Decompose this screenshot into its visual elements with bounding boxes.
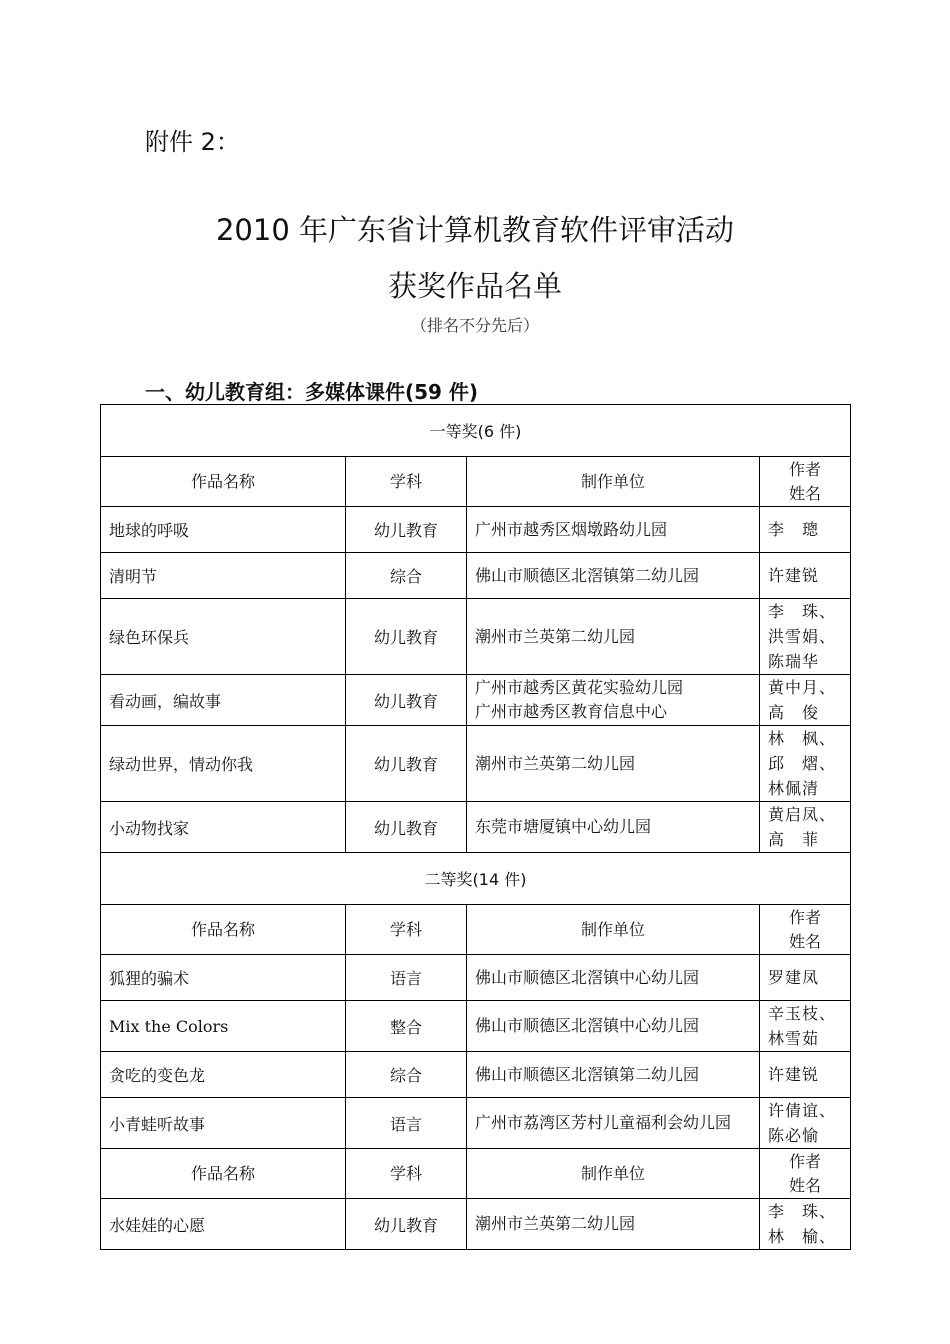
cell-author: 李 珠、 林 榆、 [760, 1199, 851, 1250]
cell-author: 黄启凤、 高 菲 [760, 802, 851, 853]
cell-unit: 佛山市顺德区北滘镇第二幼儿园 [467, 1052, 760, 1098]
awards-table [100, 404, 851, 1250]
col-header-unit: 制作单位 [467, 1149, 760, 1199]
second-prize-row [101, 853, 851, 905]
cell-unit: 东莞市塘厦镇中心幼儿园 [467, 802, 760, 853]
cell-subject: 语言 [346, 955, 467, 1001]
col-header-unit: 制作单位 [467, 457, 760, 507]
col-header-author: 作者 姓名 [760, 1149, 851, 1199]
cell-author: 许倩谊、 陈必愉 [760, 1098, 851, 1149]
table-header-row [101, 1149, 851, 1199]
table-row [101, 726, 851, 802]
cell-author: 黄中月、 高 俊 [760, 675, 851, 726]
cell-author: 许建锐 [760, 553, 851, 599]
col-header-name: 作品名称 [101, 1149, 346, 1199]
cell-subject: 幼儿教育 [346, 1199, 467, 1250]
cell-subject: 幼儿教育 [346, 599, 467, 675]
section-heading: 一、幼儿教育组：多媒体课件(59 件) [145, 380, 479, 404]
cell-author: 辛玉枝、 林雪茹 [760, 1001, 851, 1052]
table-row [101, 802, 851, 853]
col-header-author: 作者 姓名 [760, 457, 851, 507]
cell-subject: 综合 [346, 553, 467, 599]
cell-name: 水娃娃的心愿 [101, 1199, 346, 1250]
col-header-subject: 学科 [346, 905, 467, 955]
cell-name: 绿动世界，情动你我 [101, 726, 346, 802]
col-header-subject: 学科 [346, 457, 467, 507]
attachment-label: 附件 2： [145, 128, 240, 156]
table-header-row [101, 457, 851, 507]
table-header-row [101, 905, 851, 955]
cell-unit: 广州市越秀区黄花实验幼儿园 广州市越秀区教育信息中心 [467, 675, 760, 726]
cell-subject: 综合 [346, 1052, 467, 1098]
prize-heading: 二等奖(14 件) [101, 853, 851, 905]
cell-unit: 佛山市顺德区北滘镇第二幼儿园 [467, 553, 760, 599]
cell-subject: 整合 [346, 1001, 467, 1052]
cell-subject: 幼儿教育 [346, 802, 467, 853]
cell-name: 狐狸的骗术 [101, 955, 346, 1001]
cell-name: 小青蛙听故事 [101, 1098, 346, 1149]
table-row [101, 553, 851, 599]
ranking-note: （排名不分先后） [410, 316, 539, 335]
table-row [101, 1001, 851, 1052]
table-row [101, 507, 851, 553]
cell-unit: 佛山市顺德区北滘镇中心幼儿园 [467, 955, 760, 1001]
cell-subject: 幼儿教育 [346, 675, 467, 726]
table-row [101, 675, 851, 726]
col-header-author: 作者 姓名 [760, 905, 851, 955]
cell-unit: 佛山市顺德区北滘镇中心幼儿园 [467, 1001, 760, 1052]
cell-name: 小动物找家 [101, 802, 346, 853]
table-row [101, 599, 851, 675]
cell-subject: 语言 [346, 1098, 467, 1149]
cell-name: Mix the Colors [101, 1001, 346, 1052]
cell-author: 林 枫、 邱 熠、 林佩清 [760, 726, 851, 802]
cell-name: 贪吃的变色龙 [101, 1052, 346, 1098]
cell-unit: 潮州市兰英第二幼儿园 [467, 599, 760, 675]
table-row [101, 1199, 851, 1250]
cell-unit: 广州市荔湾区芳村儿童福利会幼儿园 [467, 1098, 760, 1149]
cell-unit: 潮州市兰英第二幼儿园 [467, 726, 760, 802]
cell-author: 李 珠、 洪雪娟、 陈瑞华 [760, 599, 851, 675]
cell-unit: 广州市越秀区烟墩路幼儿园 [467, 507, 760, 553]
cell-author: 李 璁 [760, 507, 851, 553]
cell-unit: 潮州市兰英第二幼儿园 [467, 1199, 760, 1250]
cell-subject: 幼儿教育 [346, 726, 467, 802]
cell-subject: 幼儿教育 [346, 507, 467, 553]
first-prize-row [101, 405, 851, 457]
cell-name: 绿色环保兵 [101, 599, 346, 675]
page-subtitle: 获奖作品名单 [387, 269, 562, 303]
cell-name: 看动画，编故事 [101, 675, 346, 726]
table-row [101, 1052, 851, 1098]
cell-name: 地球的呼吸 [101, 507, 346, 553]
page-title: 2010 年广东省计算机教育软件评审活动 [215, 213, 735, 247]
table-row [101, 1098, 851, 1149]
col-header-name: 作品名称 [101, 905, 346, 955]
col-header-subject: 学科 [346, 1149, 467, 1199]
table-row [101, 955, 851, 1001]
col-header-name: 作品名称 [101, 457, 346, 507]
cell-author: 罗建凤 [760, 955, 851, 1001]
col-header-unit: 制作单位 [467, 905, 760, 955]
prize-heading: 一等奖(6 件) [101, 405, 851, 457]
cell-author: 许建锐 [760, 1052, 851, 1098]
cell-name: 清明节 [101, 553, 346, 599]
